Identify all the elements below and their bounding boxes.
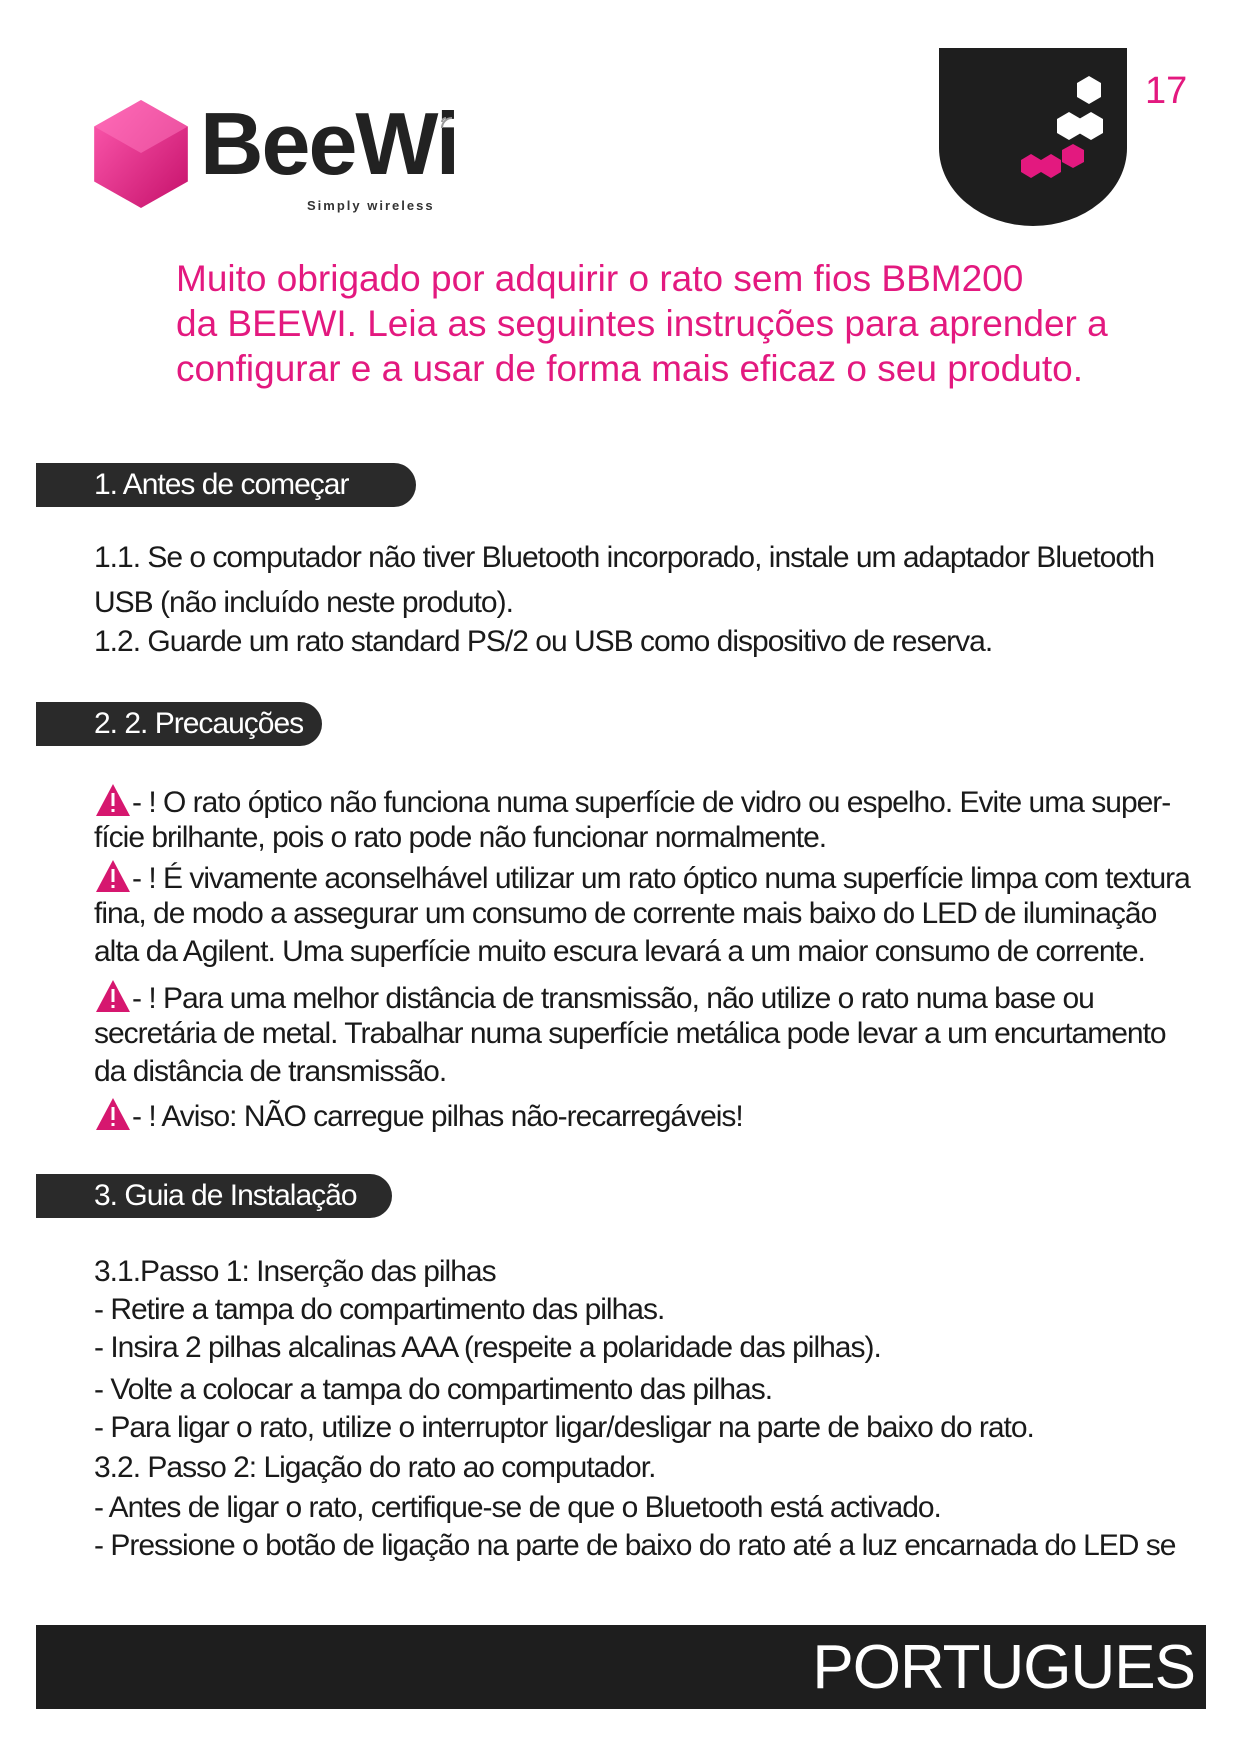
brand-name: BeeWi (200, 94, 459, 193)
text-line: 1.1. Se o computador não tiver Bluetooth incorporado, instale um adaptador Bluetooth (94, 541, 1155, 574)
brand-tagline: Simply wireless (307, 198, 435, 213)
warning-text: - ! Aviso: NÃO carregue pilhas não-recarregáveis! (132, 1100, 743, 1133)
text-line: da distância de transmissão. (94, 1055, 447, 1088)
text-line: - Antes de ligar o rato, certifique-se de que o Bluetooth está activado. (94, 1491, 941, 1524)
text-line: 3.1.Passo 1: Inserção das pilhas (94, 1255, 496, 1288)
text-line: - Insira 2 pilhas alcalinas AAA (respeite a polaridade das pilhas). (94, 1331, 881, 1364)
text-line: - Retire a tampa do compartimento das pilhas. (94, 1293, 665, 1326)
warning-text: - ! É vivamente aconselhável utilizar um rato óptico numa superfície limpa com textura (132, 862, 1190, 895)
warning-text: - ! O rato óptico não funciona numa superfície de vidro ou espelho. Evite uma super- (132, 786, 1171, 819)
wireless-signal-icon (438, 108, 464, 134)
warning-triangle-icon (94, 1096, 132, 1132)
section-heading-3: 3. Guia de Instalação (36, 1174, 392, 1218)
warning-text: - ! Para uma melhor distância de transmissão, não utilize o rato numa base ou (132, 982, 1094, 1015)
warning-triangle-icon (94, 978, 132, 1014)
page-number: 17 (1145, 70, 1188, 112)
text-line: - Volte a colocar a tampa do compartimento das pilhas. (94, 1373, 773, 1406)
intro-line: da BEEWI. Leia as seguintes instruções para aprender a (176, 303, 1108, 344)
text-line: 1.2. Guarde um rato standard PS/2 ou USB como dispositivo de reserva. (94, 625, 993, 658)
text-line: - Pressione o botão de ligação na parte de baixo do rato até a luz encarnada do LED se (94, 1529, 1176, 1562)
text-line: USB (não incluído neste produto). (94, 586, 513, 619)
text-line: 3.2. Passo 2: Ligação do rato ao computador. (94, 1451, 656, 1484)
section-heading-1: 1. Antes de começar (36, 463, 416, 507)
honeycomb-badge-icon (939, 48, 1127, 226)
text-line: secretária de metal. Trabalhar numa superfície metálica pode levar a um encurtamento (94, 1017, 1166, 1050)
intro-paragraph (176, 256, 1176, 391)
warning-3 (94, 978, 1094, 1017)
beewi-hexagon-logo-icon (90, 98, 192, 210)
text-line: - Para ligar o rato, utilize o interruptor ligar/desligar na parte de baixo do rato. (94, 1411, 1034, 1444)
warning-2 (94, 858, 1190, 897)
warning-1 (94, 782, 1170, 821)
warning-triangle-icon (94, 782, 132, 818)
section-heading-2: 2. 2. Precauções (36, 702, 322, 746)
warning-4 (94, 1096, 743, 1135)
intro-line: configurar e a usar de forma mais eficaz o seu produto. (176, 348, 1083, 389)
intro-line: Muito obrigado por adquirir o rato sem fios BBM200 (176, 258, 1024, 299)
text-line: alta da Agilent. Uma superfície muito escura levará a um maior consumo de corrente. (94, 935, 1145, 968)
text-line: fície brilhante, pois o rato pode não funcionar normalmente. (94, 821, 827, 854)
text-line: fina, de modo a assegurar um consumo de corrente mais baixo do LED de iluminação (94, 897, 1157, 930)
warning-triangle-icon (94, 858, 132, 894)
footer-language-label: PORTUGUES (812, 1633, 1195, 1702)
